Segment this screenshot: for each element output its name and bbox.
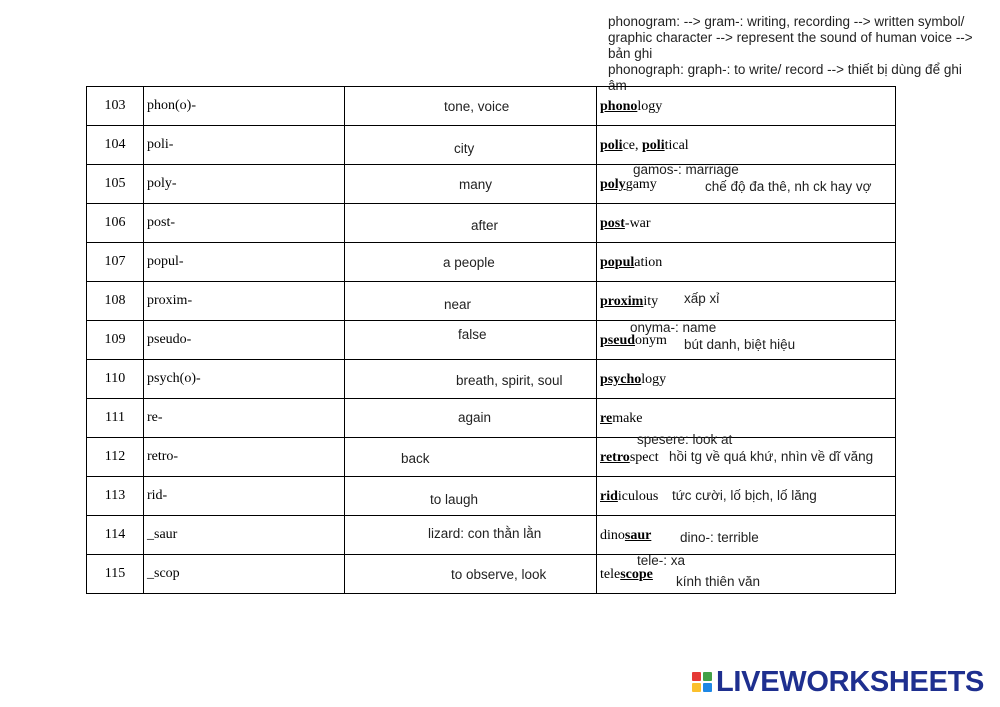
annotation-proximity[interactable]: xấp xỉ	[684, 291, 720, 306]
row-number: 106	[104, 215, 126, 230]
example-suffix-part: ce,	[622, 138, 643, 153]
row-number: 114	[104, 527, 126, 542]
example-word	[600, 372, 666, 388]
logo-square	[692, 683, 701, 692]
example-root: poli	[600, 138, 623, 153]
row-number: 110	[104, 371, 126, 386]
prefix-cell	[144, 477, 345, 516]
example-word	[600, 450, 659, 466]
example-root: poly	[600, 177, 626, 192]
row-number-cell	[87, 243, 144, 282]
row-number-cell	[87, 126, 144, 165]
example-suffix-part: make	[612, 411, 643, 426]
example-root: proxim	[600, 294, 644, 309]
example-word	[600, 567, 653, 583]
note-line: phonograph: graph-: to write/ record --> thiết bị dùng để ghi	[608, 62, 962, 77]
answer-meaning-105[interactable]: many	[459, 177, 493, 192]
example-prefix-part: tele	[600, 567, 621, 582]
meaning-cell[interactable]	[345, 438, 597, 477]
example-word	[600, 294, 658, 310]
answer-meaning-107[interactable]: a people	[443, 255, 495, 270]
logo-square	[703, 683, 712, 692]
prefix-cell	[144, 555, 345, 594]
example-root: post	[600, 216, 625, 231]
example-cell	[597, 126, 896, 165]
example-word	[600, 177, 657, 193]
example-suffix-part: -war	[624, 216, 651, 231]
annotation-pseudonym[interactable]: bút danh, biệt hiệu	[684, 337, 796, 352]
table-row	[87, 126, 896, 165]
annotation-tele[interactable]: tele-: xa	[637, 553, 686, 568]
annotation-gamos[interactable]: gamos-: marriage	[633, 162, 739, 177]
prefix-cell	[144, 399, 345, 438]
prefix-cell	[144, 165, 345, 204]
example-suffix-part: iculous	[617, 489, 659, 504]
annotation-spesere[interactable]: spesere: look at	[637, 432, 733, 447]
prefix: proxim-	[147, 293, 193, 308]
answer-meaning-110[interactable]: breath, spirit, soul	[456, 373, 563, 388]
annotation-retrospect[interactable]: hồi tg về quá khứ, nhìn về dĩ văng	[669, 449, 874, 464]
annotation-ridiculous[interactable]: tức cười, lố bịch, lố lăng	[672, 488, 817, 503]
example-word	[600, 333, 667, 349]
row-number-cell	[87, 516, 144, 555]
example-root: saur	[624, 528, 652, 543]
prefix-cell	[144, 126, 345, 165]
row-number-cell	[87, 555, 144, 594]
example-suffix-part: spect	[629, 450, 659, 465]
example-suffix-part: logy	[641, 372, 667, 387]
example-root: pseud	[600, 333, 636, 348]
annotation-onyma[interactable]: onyma-: name	[630, 320, 717, 335]
prefix: poli-	[147, 137, 174, 152]
prefix-cell	[144, 87, 345, 126]
row-number: 112	[104, 449, 126, 464]
prefix-cell	[144, 438, 345, 477]
row-number-cell	[87, 321, 144, 360]
row-number: 103	[104, 98, 126, 113]
example-root: phono	[600, 99, 638, 114]
row-number-cell	[87, 399, 144, 438]
example-cell	[597, 282, 896, 321]
row-number-cell	[87, 87, 144, 126]
prefix: psych(o)-	[147, 371, 201, 386]
example-word	[600, 99, 662, 115]
logo-square	[703, 672, 712, 681]
note-line: âm	[608, 78, 627, 93]
example-root: poli	[642, 138, 665, 153]
row-number: 105	[104, 176, 126, 191]
prefix-cell	[144, 204, 345, 243]
annotation-telescope[interactable]: kính thiên văn	[676, 574, 761, 589]
example-suffix-part: ity	[643, 294, 659, 309]
example-root: psycho	[600, 372, 642, 387]
note-line: bản ghi	[608, 46, 653, 61]
answer-meaning-106[interactable]: after	[471, 218, 499, 233]
example-cell	[597, 87, 896, 126]
example-root: re	[600, 411, 613, 426]
example-word	[600, 138, 689, 154]
row-number-cell	[87, 477, 144, 516]
row-number-cell	[87, 360, 144, 399]
prefix: pseudo-	[147, 332, 192, 347]
prefix: retro-	[147, 449, 179, 464]
row-number: 108	[104, 293, 126, 308]
prefix: poly-	[147, 176, 177, 191]
example-suffix-part: tical	[664, 138, 689, 153]
example-word	[600, 489, 658, 505]
row-number: 109	[104, 332, 126, 347]
example-cell	[597, 204, 896, 243]
prefix-cell	[144, 321, 345, 360]
prefix-cell	[144, 516, 345, 555]
row-number: 115	[104, 566, 126, 581]
example-suffix-part: onym	[635, 333, 667, 348]
logo-square	[692, 672, 701, 681]
example-word	[600, 411, 643, 427]
answer-meaning-111[interactable]: again	[458, 410, 492, 425]
prefix: phon(o)-	[147, 98, 196, 113]
example-word	[600, 528, 651, 544]
answer-meaning-114[interactable]: lizard: con thằn lằn	[428, 526, 542, 541]
example-suffix-part: gamy	[625, 177, 657, 192]
note-line: graphic character --> represent the sound of human voice -->	[608, 30, 973, 45]
answer-meaning-115[interactable]: to observe, look	[451, 567, 547, 582]
row-number: 107	[104, 254, 126, 269]
answer-meaning-108[interactable]: near	[444, 297, 472, 312]
row-number: 113	[104, 488, 126, 503]
liveworksheets-logo	[692, 666, 984, 698]
answer-meaning-103[interactable]: tone, voice	[444, 99, 510, 114]
header-notes	[608, 14, 1000, 94]
annotation-polygamy[interactable]: chế độ đa thê, nh ck hay vợ	[705, 179, 872, 194]
example-root: retro	[600, 450, 630, 465]
prefix: rid-	[147, 488, 168, 503]
example-word	[600, 255, 662, 271]
example-prefix-part: dino	[600, 528, 625, 543]
row-number: 104	[104, 137, 126, 152]
prefix: popul-	[147, 254, 184, 269]
prefix-cell	[144, 282, 345, 321]
annotation-dino[interactable]: dino-: terrible	[680, 530, 759, 545]
note-line: phonogram: --> gram-: writing, recording --> written symbol/	[608, 14, 965, 29]
logo-icon	[692, 672, 712, 692]
prefix: _saur	[147, 527, 178, 542]
example-cell	[597, 360, 896, 399]
logo-text: LIVEWORKSHEETS	[716, 665, 985, 698]
example-suffix-part: ation	[634, 255, 663, 270]
answer-meaning-104[interactable]: city	[454, 141, 475, 156]
example-root: scope	[620, 567, 653, 582]
example-word	[600, 216, 651, 232]
prefix: _scop	[147, 566, 180, 581]
example-root: rid	[600, 489, 618, 504]
row-number-cell	[87, 165, 144, 204]
answer-meaning-109[interactable]: false	[458, 327, 487, 342]
table-row	[87, 282, 896, 321]
row-number-cell	[87, 204, 144, 243]
row-number-cell	[87, 438, 144, 477]
example-suffix-part: logy	[637, 99, 663, 114]
answer-meaning-113[interactable]: to laugh	[430, 492, 479, 507]
answer-meaning-112[interactable]: back	[401, 451, 430, 466]
example-cell	[597, 243, 896, 282]
prefix: post-	[147, 215, 175, 230]
prefix-cell	[144, 243, 345, 282]
prefix-cell	[144, 360, 345, 399]
row-number-cell	[87, 282, 144, 321]
prefix: re-	[147, 410, 163, 425]
example-root: popul	[600, 255, 635, 270]
row-number: 111	[105, 410, 125, 425]
